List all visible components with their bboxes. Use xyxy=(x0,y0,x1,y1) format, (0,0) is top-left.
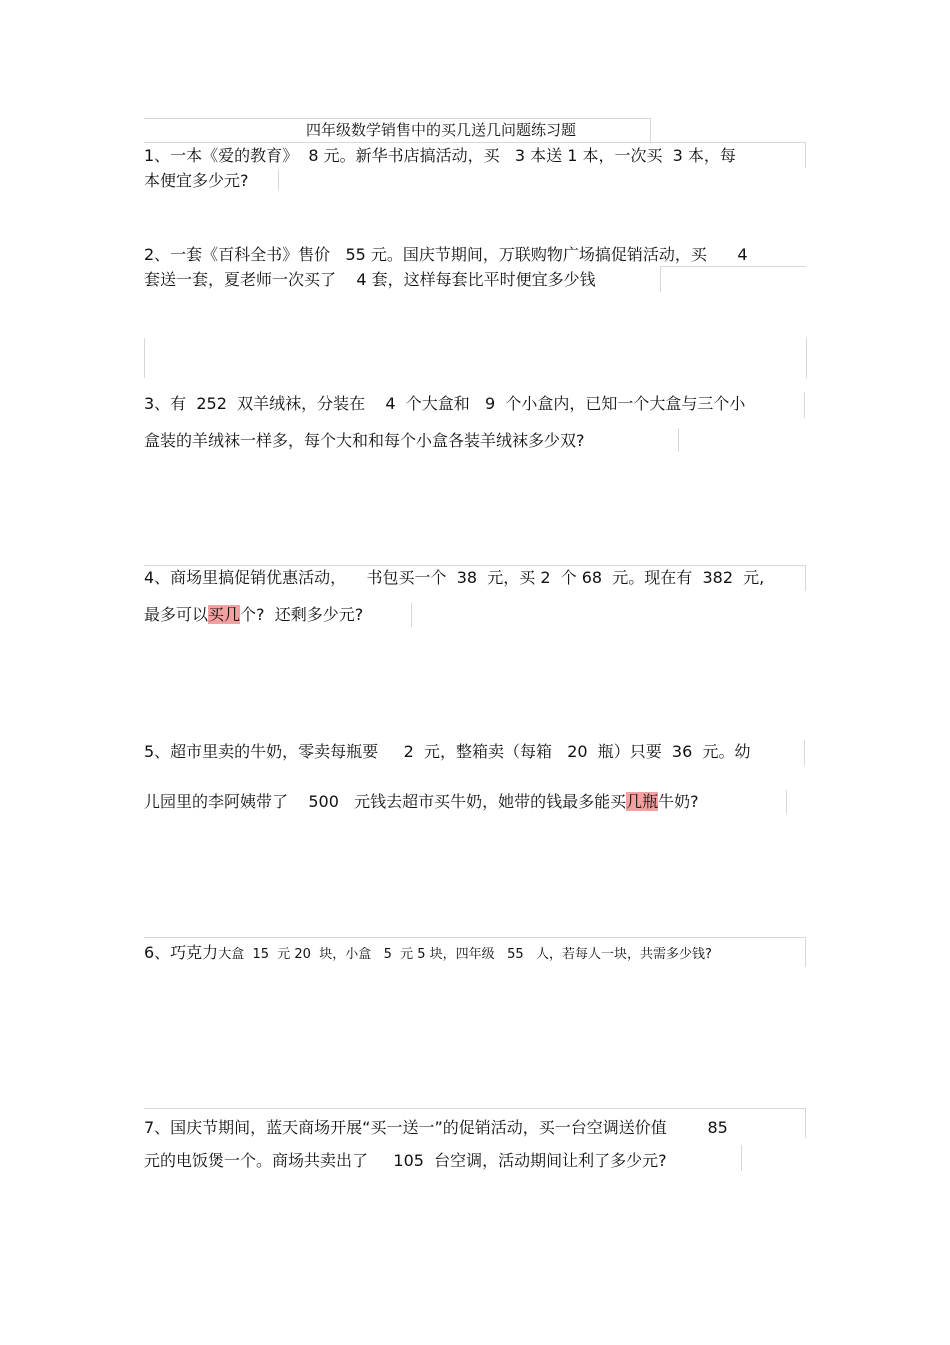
border-fragment xyxy=(741,1145,742,1171)
highlighted-text: 买几 xyxy=(208,605,241,624)
question-2-line-2: 套送一套，夏老师一次买了 4 套，这样每套比平时便宜多少钱 xyxy=(144,270,596,289)
question-3-line-1: 3、有 252 双羊绒袜，分装在 4 个大盒和 9 个小盒内，已知一个大盒与三个小 xyxy=(144,394,746,413)
question-5-line-2 xyxy=(144,792,699,812)
question-6-line xyxy=(144,943,712,963)
question-4-text-before-highlight: 最多可以 xyxy=(144,605,209,624)
border-fragment xyxy=(804,392,805,418)
question-3-line-2: 盒装的羊绒袜一样多，每个大和和每个小盒各装羊绒袜多少双? xyxy=(144,431,585,450)
border-fragment xyxy=(660,266,806,267)
question-6-lead: 6、巧克力 xyxy=(144,943,219,962)
border-fragment xyxy=(278,170,279,190)
question-5-text-before-highlight: 儿园里的李阿姨带了 500 元钱去超市买牛奶，她带的钱最多能买 xyxy=(144,792,627,811)
question-7-line-2: 元的电饭煲一个。商场共卖出了 105 台空调，活动期间让利了多少元? xyxy=(144,1151,667,1170)
border-fragment xyxy=(650,118,651,142)
question-4-line-2 xyxy=(144,605,363,625)
border-fragment xyxy=(805,565,806,591)
question-2-line-1: 2、一套《百科全书》售价 55 元。国庆节期间，万联购物广场搞促销活动，买 4 xyxy=(144,245,748,264)
highlighted-text: 几瓶 xyxy=(626,792,659,811)
border-fragment xyxy=(805,1108,806,1138)
question-1-line-2: 本便宜多少元? xyxy=(144,171,249,190)
border-fragment xyxy=(678,428,679,452)
question-7-line-1: 7、国庆节期间，蓝天商场开展“买一送一”的促销活动，买一台空调送价值 85 xyxy=(144,1118,728,1137)
border-fragment xyxy=(144,565,806,566)
border-fragment xyxy=(144,118,650,119)
border-fragment xyxy=(660,266,661,292)
border-fragment xyxy=(805,142,806,168)
question-1-line-1: 1、一本《爱的教育》 8 元。新华书店搞活动，买 3 本送 1 本，一次买 3 本，每 xyxy=(144,146,736,165)
question-6-text: 大盒 15 元 20 块，小盒 5 元 5 块，四年级 55 人，若每人一块，共需多少钱? xyxy=(218,947,712,962)
border-fragment xyxy=(786,790,787,814)
border-fragment xyxy=(144,1108,806,1109)
border-fragment xyxy=(805,937,806,967)
question-4-line-1: 4、商场里搞促销优惠活动， 书包买一个 38 元，买 2 个 68 元。现在有 382 元, xyxy=(144,568,765,587)
border-fragment xyxy=(804,740,805,766)
border-fragment xyxy=(144,937,806,938)
question-4-text-after-highlight: 个? 还剩多少元? xyxy=(240,605,364,624)
border-fragment xyxy=(806,338,807,378)
question-5-line-1: 5、超市里卖的牛奶，零卖每瓶要 2 元，整箱卖（每箱 20 瓶）只要 36 元。幼 xyxy=(144,742,751,761)
border-fragment xyxy=(144,338,145,378)
border-fragment xyxy=(411,603,412,627)
border-fragment xyxy=(144,142,806,143)
page-title: 四年级数学销售中的买几送几问题练习题 xyxy=(306,121,577,139)
question-5-text-after-highlight: 牛奶? xyxy=(658,792,699,811)
